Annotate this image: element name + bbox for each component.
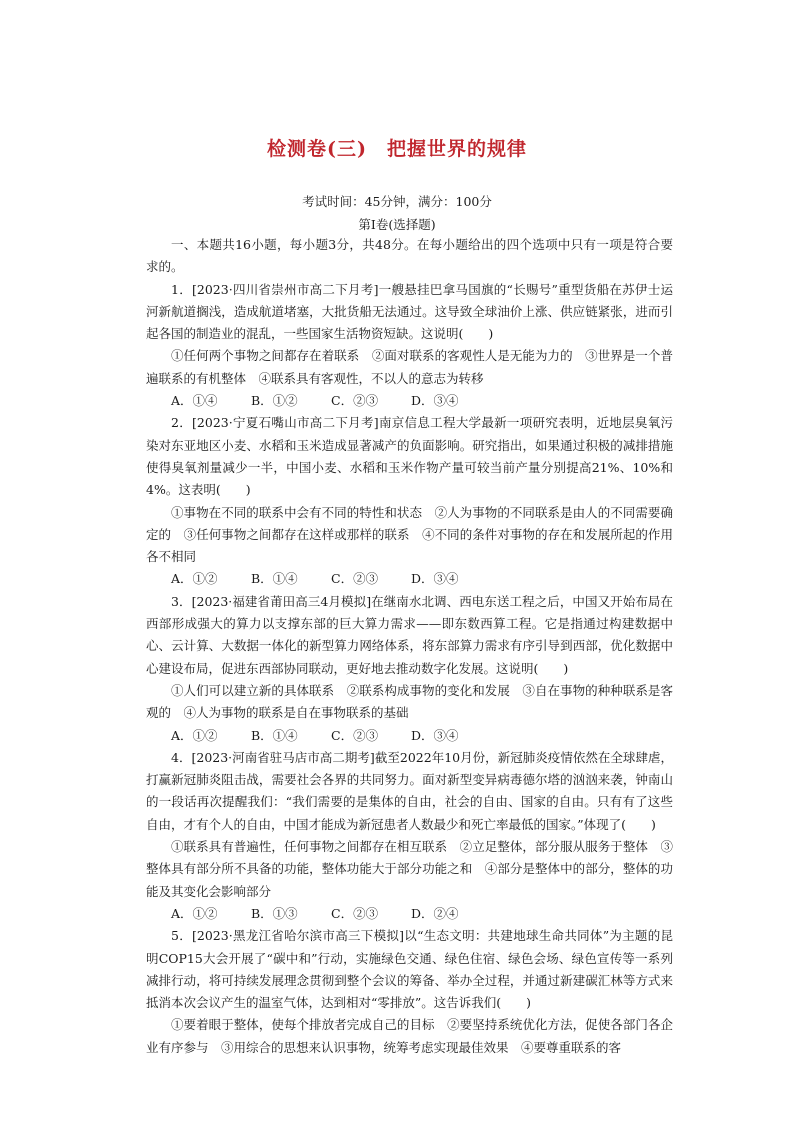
option-c[interactable]: C．②③ — [331, 905, 379, 921]
question-3-statements: ①人们可以建立新的具体联系 ②联系构成事物的变化和发展 ③自在事物的种种联系是客观的 ④人为事物的联系是自在事物联系的基础 — [146, 682, 673, 721]
option-b[interactable]: B．①④ — [251, 727, 298, 743]
option-a[interactable]: A．①② — [171, 727, 218, 743]
question-list — [146, 234, 673, 1059]
option-d[interactable]: D．③④ — [411, 571, 459, 587]
question-5-stem: 5．[2023·黑龙江省哈尔滨市高三下模拟]以“生态文明：共建地球生命共同体”为主题的昆明COP15大会开展了“碳中和”行动，实施绿色交通、绿色住宿、绿色会场、绿色宣传等一系列减排行动，将可持续发展理念贯彻到整个会议的筹备、举办全过程，并通过新建碳汇林等方式来抵消本次会议产生的温室气体，达到相对“零排放”。这告诉我们( ) — [146, 928, 673, 1011]
option-b[interactable]: B．①④ — [251, 571, 298, 587]
question-2-stem: 2．[2023·宁夏石嘴山市高二下月考]南京信息工程大学最新一项研究表明，近地层臭氧污染对东亚地区小麦、水稻和玉米造成显著减产的负面影响。研究指出，如果通过积极的减排措施使得臭氧剂量减少一半，中国小麦、水稻和玉米作物产量可较当前产量分别提高21%、10%和4%。这表明( ) — [146, 415, 673, 498]
question-2-options — [146, 568, 673, 590]
question-1-stem: 1．[2023·四川省崇州市高二下月考]一艘悬挂巴拿马国旗的“长赐号”重型货船在苏伊士运河新航道搁浅，造成航道堵塞，大批货船无法通过。这导致全球油价上涨、供应链紧张，进而引起各国的制造业的混乱，一些国家生活物资短缺。这说明( ) — [146, 281, 673, 342]
option-a[interactable]: A．①② — [171, 905, 218, 921]
option-c[interactable]: C．②③ — [331, 571, 379, 587]
option-a[interactable]: A．①② — [171, 571, 218, 587]
option-b[interactable]: B．①③ — [251, 905, 298, 921]
option-c[interactable]: C．②③ — [331, 393, 379, 409]
question-4-stem: 4．[2023·河南省驻马店市高二期考]截至2022年10月份，新冠肺炎疫情依然在全球肆虐，打赢新冠肺炎阻击战，需要社会各界的共同努力。面对新型变异病毒德尔塔的汹汹来袭，钟南山的一段话再次提醒我们：“我们需要的是集体的自由，社会的自由、国家的自由。只有有了这些自由，才有个人的自由，中国才能成为新冠患者人数最少和死亡率最低的国家。”体现了( ) — [146, 749, 673, 832]
question-3-stem: 3．[2023·福建省莆田高三4月模拟]在继南水北调、西电东送工程之后，中国又开始布局在西部形成强大的算力以支撑东部的巨大算力需求——即东数西算工程。它是指通过构建数据中心、云计算、大数据一体化的新型算力网络体系，将东部算力需求有序引导到西部，优化数据中心建设布局，促进东西部协同联动，更好地去推动数字化发展。这说明( ) — [146, 593, 673, 676]
option-d[interactable]: D．③④ — [411, 727, 459, 743]
question-1-options — [146, 390, 673, 412]
option-d[interactable]: D．②④ — [411, 905, 459, 921]
option-c[interactable]: C．②③ — [331, 727, 379, 743]
question-3-options — [146, 725, 673, 747]
option-a[interactable]: A．①④ — [171, 393, 218, 409]
exam-info: 考试时间：45分钟，满分：100分 — [302, 194, 492, 209]
option-d[interactable]: D．③④ — [411, 393, 459, 409]
question-5-statements: ①要着眼于整体，使每个排放者完成自己的目标 ②要坚持系统优化方法，促使各部门各企业有序参与 ③用综合的思想来认识事物，统筹考虑实现最佳效果 ④要尊重联系的客 — [146, 1017, 673, 1055]
question-4-options — [146, 903, 673, 925]
question-4-statements: ①联系具有普遍性，任何事物之间都存在相互联系 ②立足整体，部分服从服务于整体 ③整体具有部分所不具备的功能，整体功能大于部分功能之和 ④部分是整体中的部分，整体的功能及其变化会影响部分 — [146, 839, 673, 899]
instructions: 一、本题共16小题，每小题3分，共48分。在每小题给出的四个选项中只有一项是符合要求的。 — [146, 237, 673, 275]
question-2-statements: ①事物在不同的联系中会有不同的特性和状态 ②人为事物的不同联系是由人的不同需要确定的 ③任何事物之间都存在这样或那样的联系 ④不同的条件对事物的存在和发展所起的作用各不相同 — [146, 504, 673, 565]
option-b[interactable]: B．①② — [251, 393, 298, 409]
section-title: 第Ⅰ卷(选择题) — [358, 217, 436, 232]
document-title: 检测卷(三) 把握世界的规律 — [267, 138, 527, 160]
question-1-statements: ①任何两个事物之间都存在着联系 ②面对联系的客观性人是无能为力的 ③世界是一个普遍联系的有机整体 ④联系具有客观性，不以人的意志为转移 — [146, 348, 673, 386]
